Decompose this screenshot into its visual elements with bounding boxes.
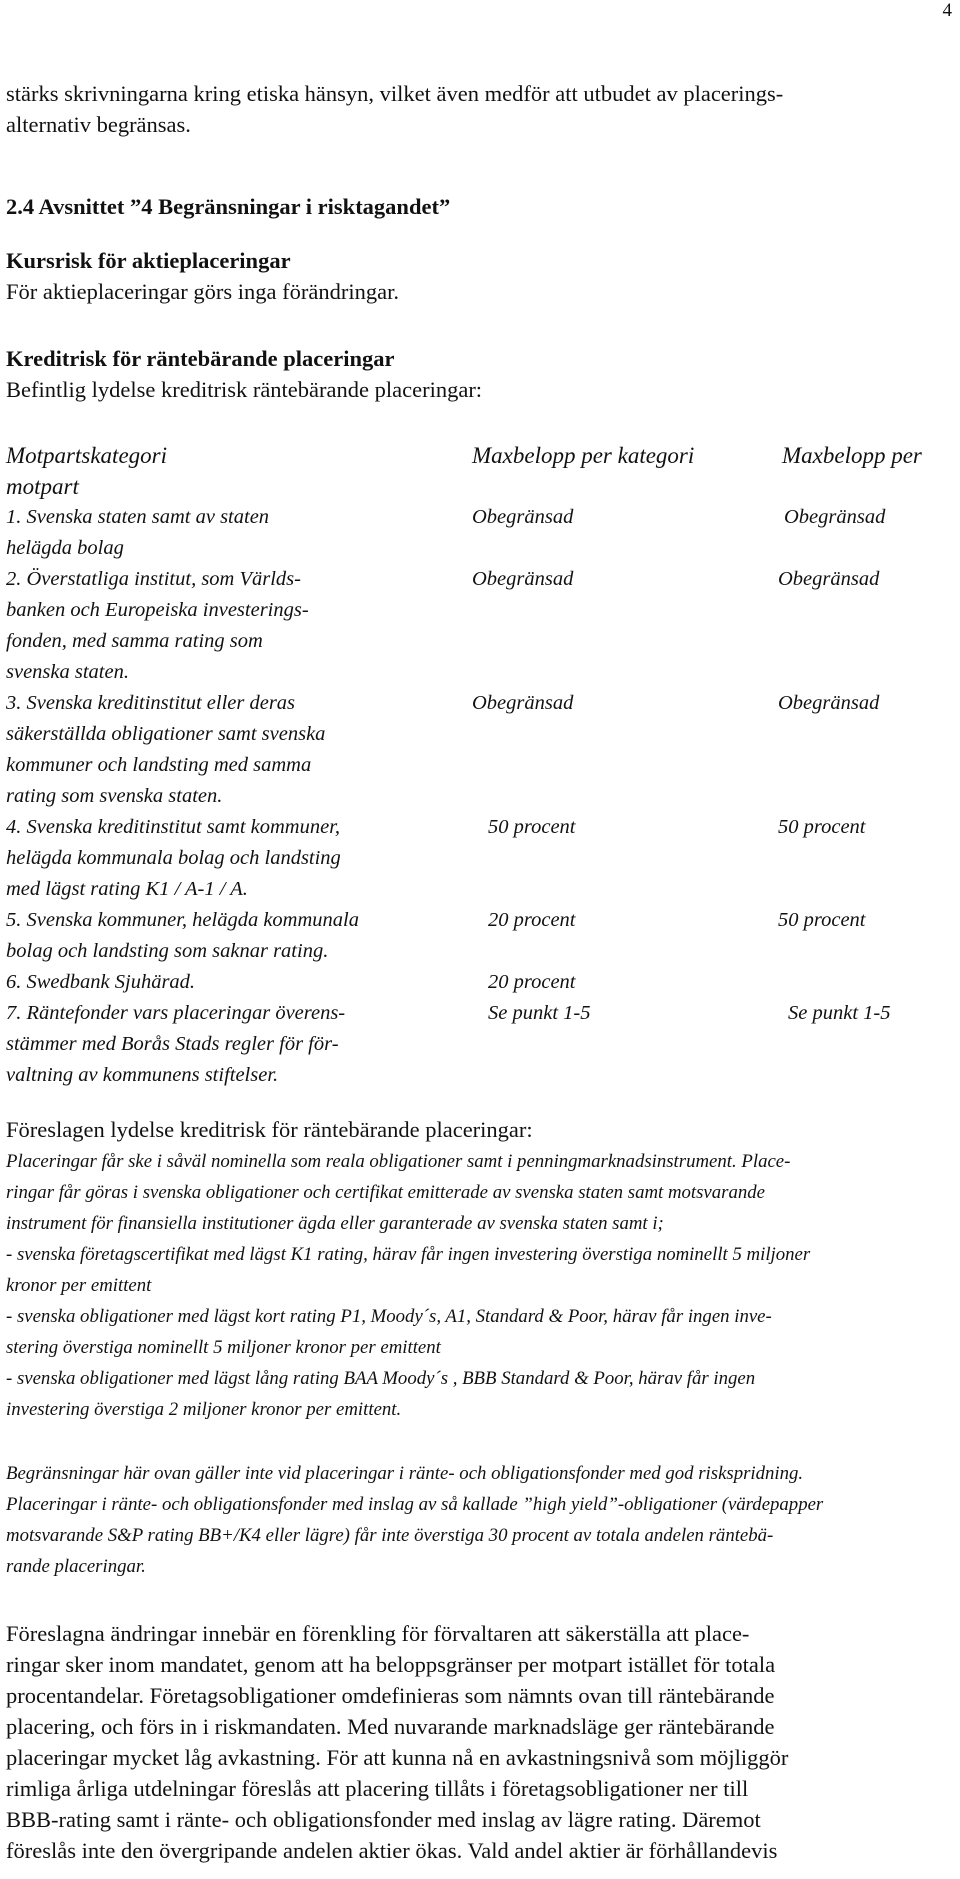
cell-line: 1. Svenska staten samt av staten bbox=[6, 506, 270, 528]
kreditrisk-block bbox=[6, 343, 956, 405]
table-cell-max-counterparty: 50 procent bbox=[778, 909, 866, 931]
proposed-line: instrument för finansiella institutioner ägda eller garanterade av svenska staten samt i; bbox=[6, 1213, 664, 1234]
proposed-line: ringar får göras i svenska obligationer och certifikat emitterade av svenska staten samt motsvarande bbox=[6, 1182, 765, 1203]
cell-line: bolag och landsting som saknar rating. bbox=[6, 940, 329, 962]
limits-line: Placeringar i ränte- och obligationsfonder med inslag av så kallade ”high yield”-obligationer (värdepapper bbox=[6, 1494, 824, 1515]
section-heading: 2.4 Avsnittet ”4 Begränsningar i risktagandet” bbox=[6, 194, 451, 219]
table-cell-max-category: Obegränsad bbox=[472, 506, 574, 528]
table-cell-max-category: 50 procent bbox=[488, 816, 576, 838]
cell-line: helägda bolag bbox=[6, 537, 124, 559]
kursrisk-heading: Kursrisk för aktieplaceringar bbox=[6, 248, 291, 273]
table-cell-category bbox=[6, 688, 426, 812]
cell-line: med lägst rating K1 / A-1 / A. bbox=[6, 878, 248, 900]
changes-line: placering, och förs in i riskmandaten. Med nuvarande marknadsläge ger räntebärande bbox=[6, 1714, 775, 1739]
cell-line: säkerställda obligationer samt svenska bbox=[6, 723, 326, 745]
table-cell-max-counterparty: Se punkt 1-5 bbox=[788, 1002, 891, 1024]
kreditrisk-text: Befintlig lydelse kreditrisk räntebärande placeringar: bbox=[6, 377, 483, 402]
cell-line: 7. Räntefonder vars placeringar överens- bbox=[6, 1002, 346, 1024]
kreditrisk-heading: Kreditrisk för räntebärande placeringar bbox=[6, 346, 395, 371]
table-cell-category bbox=[6, 502, 426, 564]
limits-table-header bbox=[6, 440, 956, 502]
table-cell-category bbox=[6, 905, 426, 967]
cell-line: svenska staten. bbox=[6, 661, 129, 683]
limits-line: rande placeringar. bbox=[6, 1556, 146, 1577]
table-cell-max-counterparty: 50 procent bbox=[778, 816, 866, 838]
cell-line: stämmer med Borås Stads regler för för- bbox=[6, 1033, 339, 1055]
changes-paragraph bbox=[6, 1618, 956, 1866]
cell-line: kommuner och landsting med samma bbox=[6, 754, 312, 776]
intro-line: alternativ begränsas. bbox=[6, 112, 191, 137]
changes-line: föreslås inte den övergripande andelen aktier ökas. Vald andel aktier är förhållandevis bbox=[6, 1838, 778, 1863]
kursrisk-text: För aktieplaceringar görs inga förändringar. bbox=[6, 279, 399, 304]
table-cell-max-category: 20 procent bbox=[488, 971, 576, 993]
table-header-maxbelopp-kategori: Maxbelopp per kategori bbox=[472, 443, 695, 468]
table-cell-max-category: Obegränsad bbox=[472, 568, 574, 590]
table-header-motpartskategori: Motpartskategori bbox=[6, 443, 167, 468]
table-header-wrap: motpart bbox=[6, 474, 79, 499]
changes-line: procentandelar. Företagsobligationer omdefinieras som nämnts ovan till räntebärande bbox=[6, 1683, 775, 1708]
cell-line: banken och Europeiska investerings- bbox=[6, 599, 309, 621]
intro-line: stärks skrivningarna kring etiska hänsyn, vilket även medför att utbudet av placerings- bbox=[6, 81, 784, 106]
cell-line: valtning av kommunens stiftelser. bbox=[6, 1064, 279, 1086]
table-cell-max-category: Se punkt 1-5 bbox=[488, 1002, 591, 1024]
proposed-heading: Föreslagen lydelse kreditrisk för räntebärande placeringar: bbox=[6, 1117, 533, 1142]
proposed-line: - svenska obligationer med lägst lång rating BAA Moody´s , BBB Standard & Poor, härav får ingen bbox=[6, 1368, 756, 1389]
limits-text bbox=[6, 1458, 956, 1582]
kursrisk-block bbox=[6, 245, 956, 307]
limits-line: Begränsningar här ovan gäller inte vid placeringar i ränte- och obligationsfonder med god riskspridning. bbox=[6, 1463, 804, 1484]
table-cell-max-counterparty: Obegränsad bbox=[784, 506, 886, 528]
changes-line: placeringar mycket låg avkastning. För att kunna nå en avkastningsnivå som möjliggör bbox=[6, 1745, 789, 1770]
table-cell-category bbox=[6, 998, 426, 1091]
page-number: 4 bbox=[942, 0, 952, 21]
cell-line: 2. Överstatliga institut, som Världs- bbox=[6, 568, 301, 590]
table-cell-max-category: 20 procent bbox=[488, 909, 576, 931]
proposed-line: investering överstiga 2 miljoner kronor per emittent. bbox=[6, 1399, 402, 1420]
proposed-line: kronor per emittent bbox=[6, 1275, 152, 1296]
proposed-line: - svenska obligationer med lägst kort rating P1, Moody´s, A1, Standard & Poor, härav får ingen inve- bbox=[6, 1306, 772, 1327]
changes-line: BBB-rating samt i ränte- och obligationsfonder med inslag av lägre rating. Däremot bbox=[6, 1807, 761, 1832]
cell-line: 3. Svenska kreditinstitut eller deras bbox=[6, 692, 296, 714]
table-cell-max-category: Obegränsad bbox=[472, 692, 574, 714]
proposed-line: Placeringar får ske i såväl nominella som reala obligationer samt i penningmarknadsinstrument. Place- bbox=[6, 1151, 791, 1172]
table-cell-category bbox=[6, 967, 426, 998]
changes-line: ringar sker inom mandatet, genom att ha beloppsgränser per motpart istället för totala bbox=[6, 1652, 776, 1677]
table-cell-category bbox=[6, 812, 426, 905]
table-cell-max-counterparty: Obegränsad bbox=[778, 568, 880, 590]
table-header-maxbelopp-motpart: Maxbelopp per bbox=[782, 443, 922, 468]
table-cell-category bbox=[6, 564, 426, 688]
changes-line: Föreslagna ändringar innebär en förenkling för förvaltaren att säkerställa att place- bbox=[6, 1621, 750, 1646]
cell-line: 6. Swedbank Sjuhärad. bbox=[6, 971, 196, 993]
cell-line: 4. Svenska kreditinstitut samt kommuner, bbox=[6, 816, 341, 838]
intro-paragraph bbox=[6, 78, 956, 140]
cell-line: rating som svenska staten. bbox=[6, 785, 223, 807]
cell-line: helägda kommunala bolag och landsting bbox=[6, 847, 341, 869]
limits-line: motsvarande S&P rating BB+/K4 eller lägre) får inte överstiga 30 procent av totala andelen räntebä- bbox=[6, 1525, 774, 1546]
proposed-line: - svenska företagscertifikat med lägst K1 rating, härav får ingen investering överstiga nominellt 5 miljoner bbox=[6, 1244, 811, 1265]
proposed-line: stering överstiga nominellt 5 miljoner kronor per emittent bbox=[6, 1337, 441, 1358]
changes-line: rimliga årliga utdelningar föreslås att placering tillåts i företagsobligationer ner till bbox=[6, 1776, 749, 1801]
table-cell-max-counterparty: Obegränsad bbox=[778, 692, 880, 714]
proposed-text bbox=[6, 1146, 956, 1425]
cell-line: 5. Svenska kommuner, helägda kommunala bbox=[6, 909, 359, 931]
cell-line: fonden, med samma rating som bbox=[6, 630, 263, 652]
